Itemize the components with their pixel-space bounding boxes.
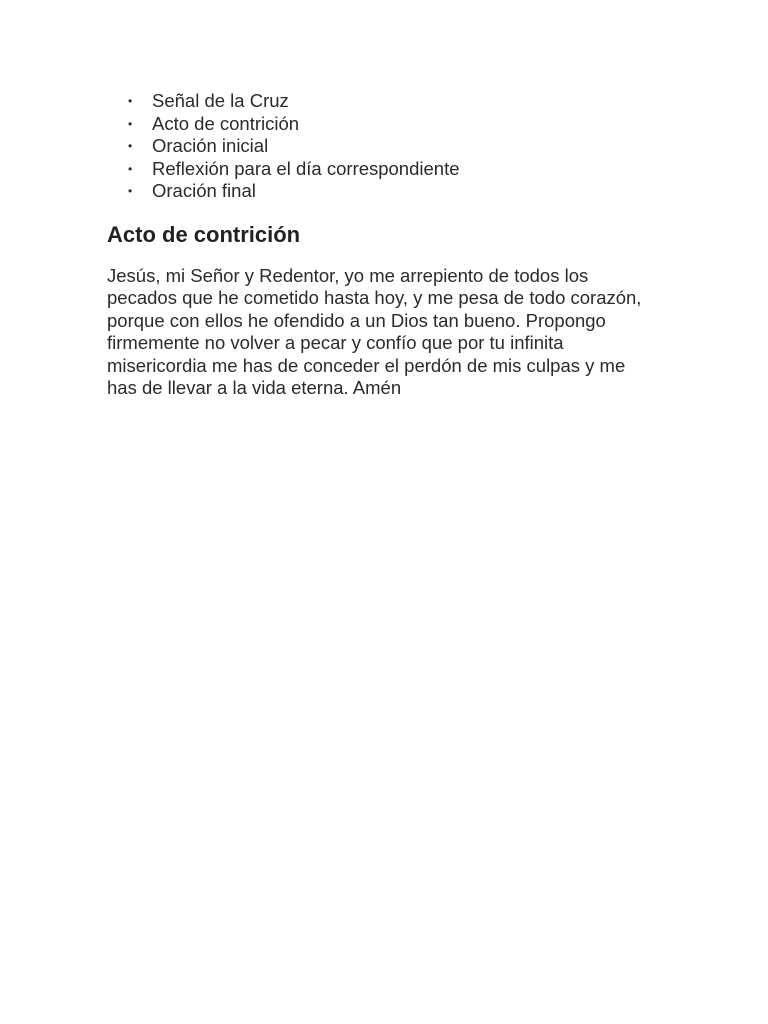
paragraph-line: has de llevar a la vida eterna. Amén <box>107 376 402 398</box>
list-item-label: Oración final <box>152 180 256 201</box>
list-item <box>107 180 667 203</box>
bullet-icon: • <box>128 116 133 131</box>
prayer-paragraph <box>107 265 647 399</box>
list-item-label: Reflexión para el día correspondiente <box>152 157 460 179</box>
list-item <box>107 158 667 181</box>
list-item <box>107 113 667 136</box>
list-item-label: Acto de contrición <box>152 112 300 134</box>
list-item-label: Señal de la Cruz <box>152 90 289 111</box>
bullet-icon: • <box>128 184 133 198</box>
steps-list <box>107 90 667 203</box>
list-item <box>107 135 667 158</box>
list-item-label: Oración inicial <box>152 135 269 156</box>
paragraph-line: misericordia me has de conceder el perdón de mis culpas y me <box>107 354 626 376</box>
section-heading: Acto de contrición <box>107 222 301 247</box>
bullet-icon: • <box>128 161 133 176</box>
paragraph-line: porque con ellos he ofendido a un Dios tan bueno. Propongo <box>107 309 606 331</box>
list-item <box>107 90 667 113</box>
bullet-icon: • <box>128 139 133 153</box>
paragraph-line: pecados que he cometido hasta hoy, y me pesa de todo corazón, <box>107 287 642 309</box>
bullet-icon: • <box>128 94 133 108</box>
paragraph-line: Jesús, mi Señor y Redentor, yo me arrepiento de todos los <box>107 265 589 286</box>
paragraph-line: firmemente no volver a pecar y confío que por tu infinita <box>107 332 564 354</box>
